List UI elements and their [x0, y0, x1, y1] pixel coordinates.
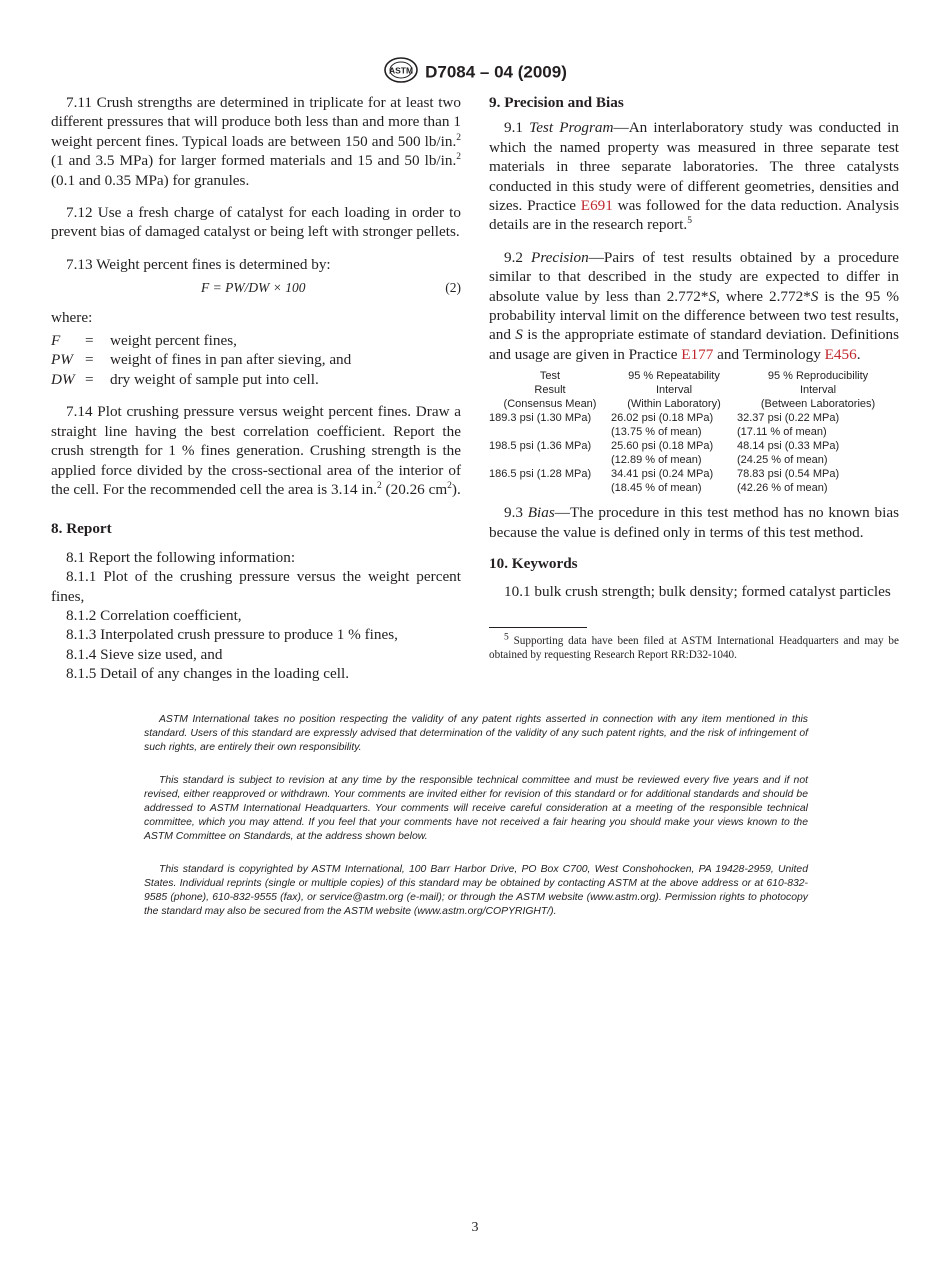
right-column [489, 93, 899, 662]
section-10-title: 10. Keywords [489, 555, 578, 573]
para-9-2: 9.2 Precision—Pairs of test results obtained by a procedure similar to that described in the study are expected to differ in absolute value by less than 2.772*S, where 2.772*S is the 95 % probability interval limit on the difference between two test results, and S is the appropriate estimate of standard deviation. Definitions and usage are given in Practice E177 and Terminology E456. [489, 248, 899, 363]
link-e691[interactable]: E691 [580, 197, 613, 215]
definition-row: F = weight percent fines, [51, 332, 237, 350]
section-9-title: 9. Precision and Bias [489, 94, 624, 111]
list-item: 8.1.2 Correlation coefficient, [66, 606, 242, 624]
revision-notice: This standard is subject to revision at any time by the responsible technical committee and must be reviewed every five years and if not revised, either reapproved or withdrawn. Your comments are invited either for revision of this standard or for additional standards and should be addressed to ASTM International Headquarters. Your comments will receive careful consideration at a meeting of the responsible technical committee, which you may attend. If you feel that your comments have not received a fair hearing you should make your views known to the ASTM Committee on Standards, at the address shown below. [144, 775, 808, 842]
header-cell: Test Result (Consensus Mean) [503, 370, 597, 411]
report-list [51, 548, 461, 684]
precision-table [489, 369, 899, 495]
definition-row: PW = weight of fines in pan after sieving, and [51, 351, 352, 369]
equation-expression: F = PW/DW × 100 [201, 280, 306, 296]
table-header-row [489, 369, 899, 411]
section-8-title: 8. Report [51, 520, 112, 538]
para-7-11: 7.11 Crush strengths are determined in triplicate for at least two different pressures that will produce both less than and more than 1 weight percent fines. Typical loads are between 150 and 500 lb/in.$^2$ (1 and 3.5 MPa) for larger formed materials and 15 and 50 lb/in.$^2$ (0.1 and 0.35 MPa) for granules. [51, 94, 461, 189]
table-row: 189.3 psi (1.30 MPa) 26.02 psi (0.18 MPa) (13.75 % of mean) 32.37 psi (0.22 MPa) (17.11 % of mean) [489, 412, 840, 439]
definition-row: DW = dry weight of sample put into cell. [51, 370, 319, 388]
para-9-1: 9.1 Test Program—An interlaboratory study was conducted in which the named property was measured in three separate test materials in three separate laboratories. The three catalysts conducted in this study were of different geometries, densities and sizes. Practice E691 was followed for the data reduction. Analysis details are in the research report.$^5$ [489, 119, 899, 234]
para-7-13: 7.13 Weight percent fines is determined by: [66, 255, 331, 273]
para-9-3: 9.3 Bias—The procedure in this test method has no known bias because the value is defined only in terms of this test method. [489, 504, 900, 541]
table-row: 198.5 psi (1.36 MPa) 25.60 psi (0.18 MPa) (12.89 % of mean) 48.14 psi (0.33 MPa) (24.25 % of mean) [489, 440, 840, 467]
para-10-1: 10.1 bulk crush strength; bulk density; formed catalyst particles [504, 582, 891, 600]
list-item: 8.1.1 Plot of the crushing pressure versus the weight percent fines, [51, 568, 461, 605]
header-cell: 95 % Reproducibility Interval (Between Laboratories) [760, 370, 876, 411]
astm-logo-icon [383, 56, 419, 89]
where-label: where: [51, 308, 93, 326]
footnote-divider [489, 627, 587, 628]
footnote-5: $^5$ Supporting data have been filed at ASTM International Headquarters and may be obtained by requesting Research Report RR:D32-1040. [489, 632, 899, 661]
left-column [51, 93, 461, 684]
list-item: 8.1.4 Sieve size used, and [66, 645, 223, 663]
table-row: 186.5 psi (1.28 MPa) 34.41 psi (0.24 MPa) (18.45 % of mean) 78.83 psi (0.54 MPa) (42.26 % of mean) [489, 468, 840, 495]
link-e456[interactable]: E456 [824, 345, 857, 363]
equation-number: (2) [445, 280, 461, 296]
header-cell: 95 % Repeatability Interval (Within Laboratory) [627, 370, 721, 411]
list-item: 8.1.3 Interpolated crush pressure to produce 1 % fines, [66, 626, 398, 644]
logo-text: ASTM [389, 65, 414, 76]
page-number: 3 [471, 1220, 479, 1235]
equation-2 [51, 278, 461, 297]
para-8-1: 8.1 Report the following information: [66, 548, 296, 566]
para-7-14: 7.14 Plot crushing pressure versus weight percent fines. Draw a straight line having the best correlation coefficient. Report the crush strength for 1 % fines generation. Crushing strength is the applied force divided by the cross-sectional area of the interior of the cell. For the recommended cell the area is 3.14 in.$^2$ (20.26 $cm^2$). [51, 403, 461, 498]
para-7-12: 7.12 Use a fresh charge of catalyst for each loading in order to prevent bias of damaged catalyst or being left with stronger pellets. [51, 204, 461, 241]
list-item: 8.1.5 Detail of any changes in the loading cell. [66, 665, 349, 683]
patent-notice: ASTM International takes no position respecting the validity of any patent rights asserted in connection with any item mentioned in this standard. Users of this standard are expressly advised that determination of the validity of any such patent rights, and the risk of infringement of such rights, are entirely their own responsibility. [144, 714, 808, 753]
link-e177[interactable]: E177 [681, 345, 714, 363]
page-header [0, 56, 950, 89]
copyright-notice: This standard is copyrighted by ASTM International, 100 Barr Harbor Drive, PO Box C700, West Conshohocken, PA 19428-2959, United States. Individual reprints (single or multiple copies) of this standard may be obtained by contacting ASTM at the above address or at 610-832-9585 (phone), 610-832-9555 (fax), or service@astm.org (e-mail); or through the ASTM website (www.astm.org). Permission rights to photocopy the standard may also be secured from the ASTM website (www.astm.org/COPYRIGHT/). [144, 864, 808, 917]
definition-list [51, 331, 461, 389]
document-designation: D7084 – 04 (2009) [425, 62, 567, 82]
